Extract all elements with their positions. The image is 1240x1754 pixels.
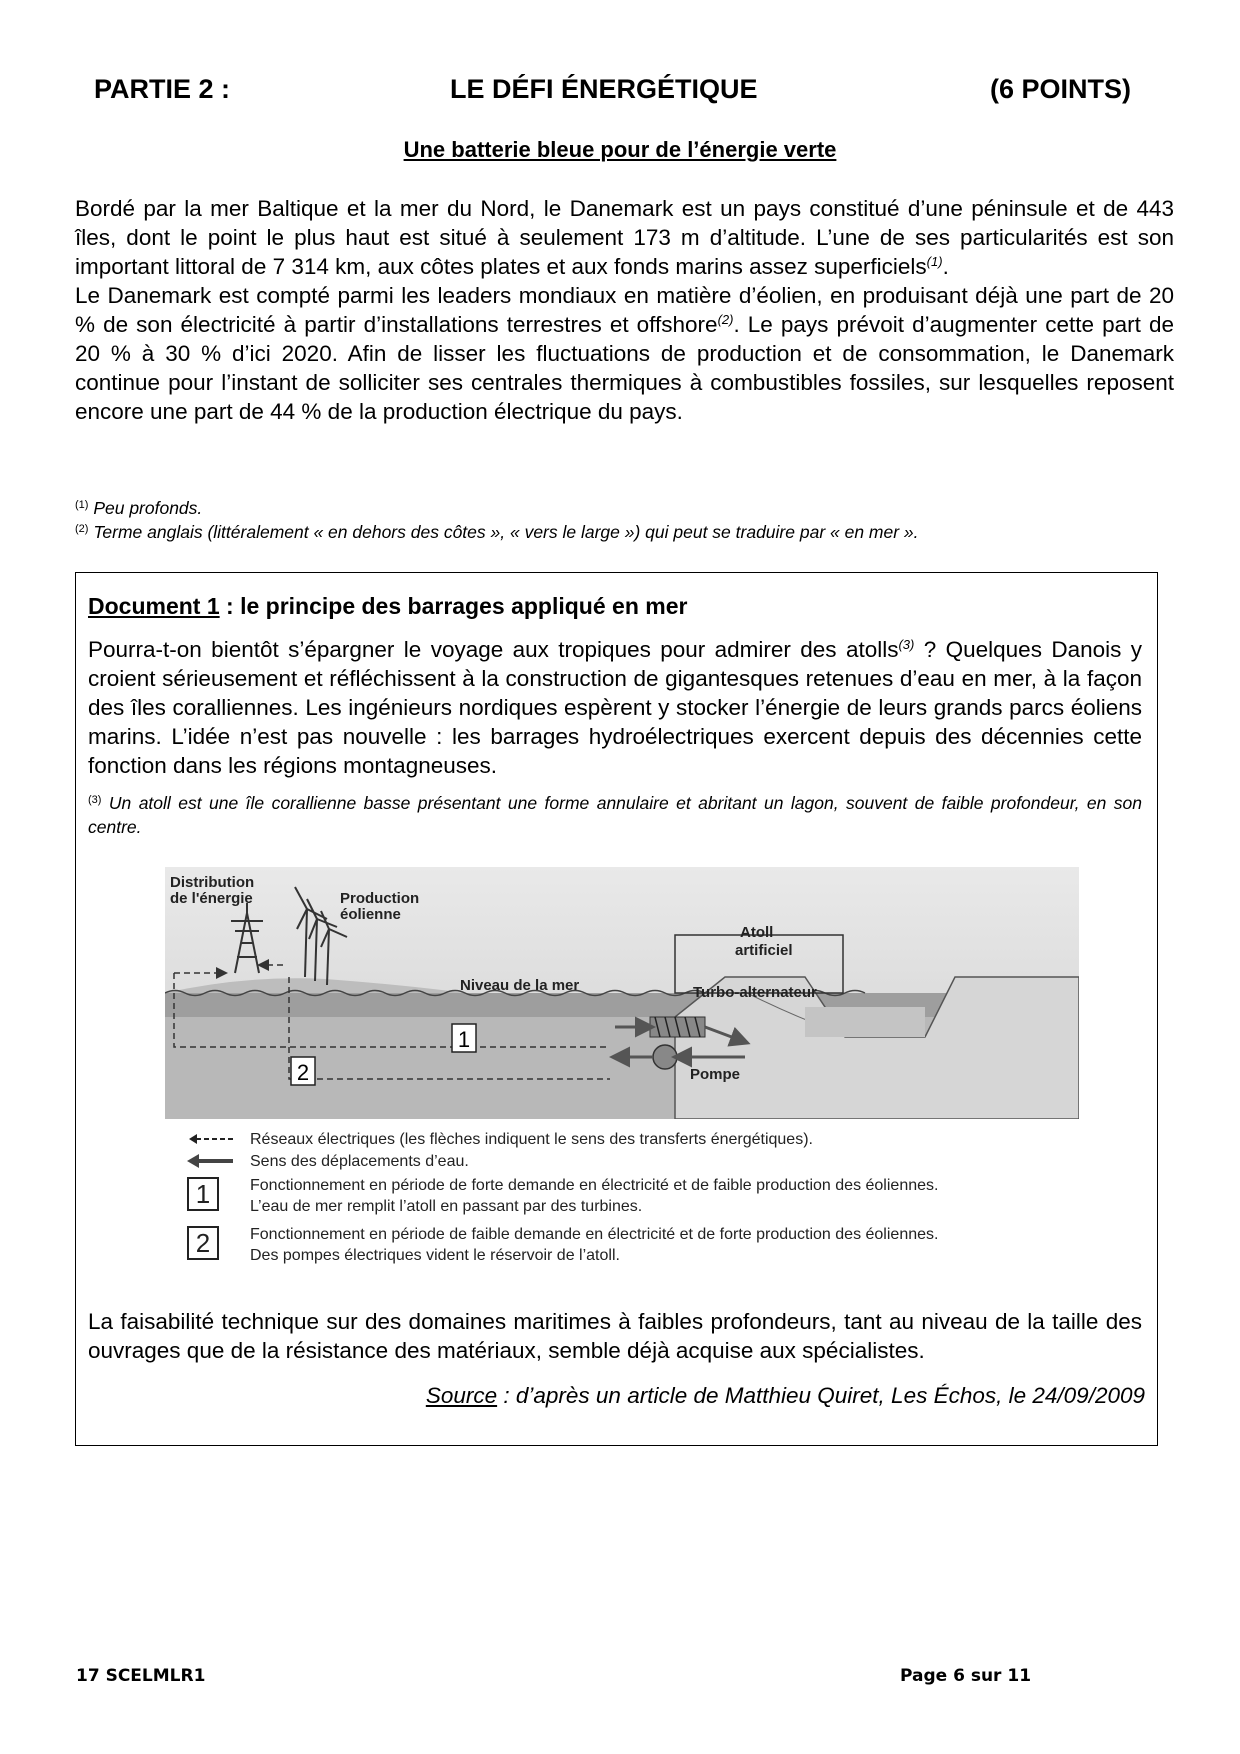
label-turbo: Turbo-alternateur — [693, 984, 817, 1001]
document-conclusion: La faisabilité technique sur des domaines maritimes à faibles profondeurs, tant au niveau de la taille des ouvrages que de la résistance des matériaux, semble déjà acquise aux spécialistes. — [88, 1309, 1142, 1363]
footnote-3-text: Un atoll est une île corallienne basse présentant une forme annulaire et abritant un lagon, souvent de faible profondeur, en son centre. — [88, 793, 1142, 837]
document-text-b: ? Quelques Danois y croient sérieusement et réfléchissent à la construction de gigantesques retenues d’eau en mer, à la façon des îles coralliennes. Les ingénieurs nordiques espèrent y stocker l’énergie de leurs grands parcs éoliens marins. L’idée n’est pas nouvelle : les barrages hydroélectriques exercent depuis des décennies cette fonction dans les régions montagneuses. — [88, 637, 1142, 778]
part-label: PARTIE 2 : — [94, 74, 231, 104]
footnote-ref-2: (2) — [717, 312, 734, 327]
article-subtitle: Une batterie bleue pour de l’énergie verte — [403, 137, 837, 162]
footnotes — [75, 496, 1174, 544]
diagram-box-2-label: 2 — [296, 1060, 310, 1085]
label-production-1: Production — [340, 890, 420, 907]
legend-mode-2-line-2: Des pompes électriques vident le réservoir de l’atoll. — [250, 1247, 620, 1264]
intro-p2-text-b: . Le pays prévoit d’augmenter cette part de 20 % à 30 % d’ici 2020. Afin de lisser les fluctuations de production et de consommation, le Danemark continue pour l’instant de solliciter ses centrales thermiques à combustibles fossiles, sur lesquelles reposent encore une part de 44 % de la production électrique du pays. — [75, 312, 1174, 424]
document-label: Document 1 — [88, 593, 220, 619]
intro-p2-text-a: Le Danemark est compté parmi les leaders mondiaux en matière d’éolien, en produisant déjà une part de 20 % de son électricité à partir d’installations terrestres et offshore — [75, 283, 1174, 337]
footer-code: 17 SCELMLR1 — [76, 1666, 206, 1686]
intro-p1-end: . — [942, 254, 949, 279]
footnote-1-ref: (1) — [75, 499, 89, 511]
footnote-1-text: Peu profonds. — [88, 498, 203, 518]
legend-grid-text: Réseaux électriques (les flèches indiquent le sens des transferts énergétiques). — [250, 1131, 813, 1148]
footer-page-number: Page 6 sur 11 — [900, 1666, 1032, 1686]
label-production-2: éolienne — [340, 906, 401, 923]
legend-water-text: Sens des déplacements d’eau. — [250, 1153, 469, 1170]
label-atoll-1: Atoll — [740, 924, 774, 941]
document-text-a: Pourra-t-on bientôt s’épargner le voyage aux tropiques pour admirer des atolls — [88, 637, 899, 662]
lagoon — [805, 1007, 925, 1037]
points-label: (6 POINTS) — [990, 74, 1132, 104]
dashed-arrow-icon — [185, 1129, 235, 1149]
document-source — [426, 1383, 1145, 1409]
footnote-2 — [75, 520, 1174, 544]
intro-text — [75, 194, 1174, 426]
intro-paragraph-1 — [75, 194, 1174, 281]
document-text — [88, 635, 1142, 780]
document-1-box — [75, 572, 1158, 1446]
legend-mode-1-line-2: L’eau de mer remplit l’atoll en passant par des turbines. — [250, 1198, 643, 1215]
pump-icon — [653, 1045, 677, 1069]
atoll-diagram — [165, 867, 1079, 1119]
footnote-3 — [88, 791, 1142, 839]
footnote-2-text: Terme anglais (littéralement « en dehors des côtes », « vers le large ») qui peut se traduire par « en mer ». — [88, 522, 919, 542]
water-arrow-icon — [185, 1151, 235, 1171]
label-distribution-1: Distribution — [170, 874, 255, 891]
label-sea-level: Niveau de la mer — [460, 977, 580, 994]
document-title — [88, 593, 687, 620]
legend-mode-2-line-1: Fonctionnement en période de faible demande en électricité et de forte production des éoliennes. — [250, 1226, 939, 1243]
label-pump: Pompe — [690, 1066, 741, 1083]
intro-p1-text: Bordé par la mer Baltique et la mer du Nord, le Danemark est un pays constitué d’une péninsule et de 443 îles, dont le point le plus haut est situé à seulement 173 m d’altitude. L’une de ses particularités est son important littoral de 7 314 km, aux côtes plates et aux fonds marins assez superficiels — [75, 196, 1174, 279]
label-atoll-2: artificiel — [735, 942, 793, 959]
source-label: Source — [425, 1383, 498, 1408]
footnote-ref-3: (3) — [898, 637, 915, 652]
intro-paragraph-2 — [75, 281, 1174, 426]
legend-mode-1-box: 1 — [187, 1177, 219, 1211]
footnote-ref-1: (1) — [926, 254, 943, 269]
footnote-2-ref: (2) — [75, 523, 89, 535]
legend-mode-1-line-1: Fonctionnement en période de forte demande en électricité et de faible production des éoliennes. — [250, 1177, 939, 1194]
document-title-text: : le principe des barrages appliqué en mer — [219, 593, 688, 619]
diagram-box-1-label: 1 — [457, 1027, 471, 1052]
legend-mode-2-box: 2 — [187, 1226, 219, 1260]
source-text: : d’après un article de Matthieu Quiret, Les Échos, le 24/09/2009 — [497, 1383, 1145, 1408]
page-title: LE DÉFI ÉNERGÉTIQUE — [450, 74, 758, 104]
footnote-3-ref: (3) — [88, 794, 102, 806]
label-distribution-2: de l'énergie — [170, 890, 253, 907]
footnote-1 — [75, 496, 1174, 520]
